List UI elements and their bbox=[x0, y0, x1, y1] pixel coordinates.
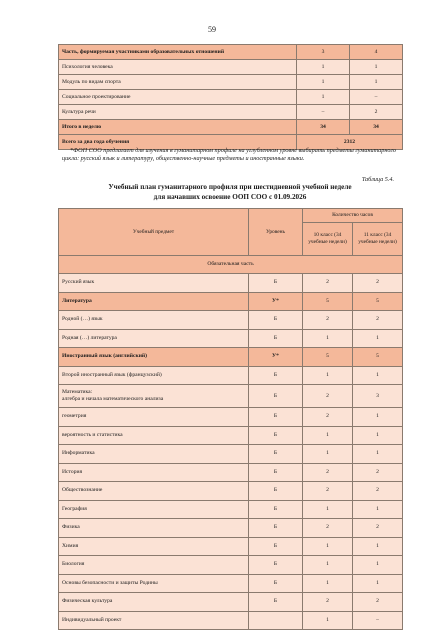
grade-10-cell: 5 bbox=[303, 348, 353, 367]
total-week-row bbox=[59, 120, 403, 135]
footnote: *ФОП СОО предлагает для изучения в гуманитарном профиле на углубленном уровне выбирать предметы гуманитарного цикла: русский язык и литературу, общественно-научные предметы и иностранные языки. bbox=[62, 147, 397, 163]
total-label-cell: Всего за два года обучения bbox=[59, 135, 297, 150]
table-number: Таблица 5.4. bbox=[361, 176, 394, 183]
hours-cell: – bbox=[297, 105, 350, 120]
grade-10-cell: 1 bbox=[303, 500, 353, 519]
grade-10-cell: 1 bbox=[303, 366, 353, 385]
level-cell: Б bbox=[249, 519, 303, 538]
grade-11-cell: 1 bbox=[353, 574, 403, 593]
level-cell: Б bbox=[249, 482, 303, 501]
total-label-cell: Итого в неделю bbox=[59, 120, 297, 135]
level-cell: Б bbox=[249, 274, 303, 293]
grade-10-cell: 2 bbox=[303, 463, 353, 482]
table-row bbox=[59, 537, 403, 556]
subject-name: Индивидуальный проект bbox=[62, 616, 122, 623]
section-title: Обязательная часть bbox=[59, 256, 403, 274]
subject-cell: Социальное проектирование bbox=[59, 90, 297, 105]
level-cell: Б bbox=[249, 500, 303, 519]
table-row bbox=[59, 574, 403, 593]
table-title bbox=[58, 183, 402, 202]
table-row bbox=[59, 500, 403, 519]
table-row bbox=[59, 426, 403, 445]
grade-11-cell: 2 bbox=[353, 519, 403, 538]
grade-10-cell: 1 bbox=[303, 426, 353, 445]
grade-10-cell: 2 bbox=[303, 519, 353, 538]
grade-11-cell: 3 bbox=[353, 385, 403, 408]
level-cell: Б bbox=[249, 593, 303, 612]
grade-11-cell: 2 bbox=[353, 482, 403, 501]
subject-name: Информатика bbox=[62, 450, 95, 457]
grade-10-cell: 1 bbox=[303, 611, 353, 630]
table-row bbox=[59, 556, 403, 575]
subject-cell bbox=[59, 445, 249, 464]
hours-cell: 1 bbox=[297, 90, 350, 105]
hours-cell: 2 bbox=[350, 105, 403, 120]
table-row bbox=[59, 348, 403, 367]
grade-11-cell: 1 bbox=[353, 408, 403, 427]
table-row bbox=[59, 311, 403, 330]
grade-10-cell: 1 bbox=[303, 445, 353, 464]
grade-11-cell: 2 bbox=[353, 274, 403, 293]
level-cell: Б bbox=[249, 537, 303, 556]
level-cell: Б bbox=[249, 463, 303, 482]
level-cell: Б bbox=[249, 426, 303, 445]
subject-cell bbox=[59, 611, 249, 630]
subject-name: Химия bbox=[62, 542, 79, 549]
hours-cell: 1 bbox=[297, 60, 350, 75]
humanities-curriculum-table bbox=[58, 208, 403, 630]
subject-cell bbox=[59, 463, 249, 482]
table-row bbox=[59, 611, 403, 630]
hours-cell: 1 bbox=[297, 75, 350, 90]
grade-11-cell: 1 bbox=[353, 556, 403, 575]
subject-cell bbox=[59, 593, 249, 612]
table-row bbox=[59, 385, 403, 408]
subject-name: География bbox=[62, 505, 87, 512]
subject-cell bbox=[59, 408, 249, 427]
grade-11-cell: 1 bbox=[353, 445, 403, 464]
table-header-row bbox=[59, 209, 403, 223]
subject-name: История bbox=[62, 468, 83, 475]
level-cell: Б bbox=[249, 311, 303, 330]
subject-cell bbox=[59, 574, 249, 593]
grade-11-cell: 2 bbox=[353, 311, 403, 330]
table-row bbox=[59, 292, 403, 311]
level-cell: Б bbox=[249, 574, 303, 593]
total-cell: 2312 bbox=[297, 135, 403, 150]
table-row bbox=[59, 274, 403, 293]
subject-name: Обществознание bbox=[62, 487, 103, 494]
subject-cell bbox=[59, 426, 249, 445]
subject-name: Второй иностранный язык (французский) bbox=[62, 371, 162, 378]
table-row bbox=[59, 366, 403, 385]
subject-name: вероятность и статистика bbox=[62, 431, 123, 438]
table-row bbox=[59, 329, 403, 348]
subject-header: Учебный предмет bbox=[59, 209, 249, 256]
title-line: Учебный план гуманитарного профиля при шестидневной учебной неделе bbox=[108, 183, 352, 191]
title-line: для начавших освоение ООП СОО с 01.09.2026 bbox=[153, 192, 307, 201]
grade-11-cell: 2 bbox=[353, 463, 403, 482]
level-cell: У* bbox=[249, 348, 303, 367]
subject-cell bbox=[59, 482, 249, 501]
grade-11-cell: 2 bbox=[353, 593, 403, 612]
section-row bbox=[59, 256, 403, 274]
hours-cell: – bbox=[350, 90, 403, 105]
subject-name: Физика bbox=[62, 524, 80, 531]
level-cell: Б bbox=[249, 385, 303, 408]
table-row bbox=[59, 463, 403, 482]
subject-cell bbox=[59, 348, 249, 367]
total-cell: 34 bbox=[297, 120, 350, 135]
subject-name: Математика: bbox=[62, 389, 93, 396]
table-row bbox=[59, 445, 403, 464]
level-header: Уровень bbox=[249, 209, 303, 256]
subject-name: геометрия bbox=[62, 413, 87, 420]
table-row bbox=[59, 519, 403, 538]
grade-11-cell: 5 bbox=[353, 292, 403, 311]
level-cell: Б bbox=[249, 366, 303, 385]
grade-11-cell: 1 bbox=[353, 426, 403, 445]
table-row bbox=[59, 90, 403, 105]
level-cell: Б bbox=[249, 445, 303, 464]
subject-cell: Психология человека bbox=[59, 60, 297, 75]
subject-cell bbox=[59, 537, 249, 556]
subject-cell: Культура речи bbox=[59, 105, 297, 120]
grade-11-cell: 5 bbox=[353, 348, 403, 367]
curriculum-continuation-table bbox=[58, 44, 403, 150]
level-cell: Б bbox=[249, 556, 303, 575]
grade-10-cell: 2 bbox=[303, 274, 353, 293]
grade-10-cell: 2 bbox=[303, 408, 353, 427]
table-row bbox=[59, 75, 403, 90]
subject-name: Физическая культура bbox=[62, 598, 113, 605]
grade-10-cell: 1 bbox=[303, 329, 353, 348]
grade-11-cell: 1 bbox=[353, 537, 403, 556]
table-row bbox=[59, 408, 403, 427]
subject-cell bbox=[59, 311, 249, 330]
subject-name-line2: алгебра и начала математического анализа bbox=[62, 396, 164, 402]
table-row bbox=[59, 105, 403, 120]
subject-cell bbox=[59, 366, 249, 385]
grade-11-cell: 1 bbox=[353, 366, 403, 385]
grade-10-cell: 1 bbox=[303, 537, 353, 556]
subject-name: Русский язык bbox=[62, 279, 95, 286]
subject-name: Иностранный язык (английский) bbox=[62, 353, 148, 360]
grade-11-header: 11 класс (34 учебные недели) bbox=[353, 223, 403, 256]
table-row bbox=[59, 482, 403, 501]
subject-name: Родная (…) литература bbox=[62, 334, 117, 341]
grade-10-cell: 1 bbox=[303, 556, 353, 575]
level-cell: Б bbox=[249, 329, 303, 348]
subject-name: Биология bbox=[62, 561, 85, 568]
subject-name: Литература bbox=[62, 297, 92, 304]
grade-11-cell: 1 bbox=[353, 500, 403, 519]
hours-cell: 1 bbox=[350, 75, 403, 90]
header-cell: 3 bbox=[297, 45, 350, 60]
table-row bbox=[59, 593, 403, 612]
grade-10-cell: 2 bbox=[303, 311, 353, 330]
grade-10-cell: 2 bbox=[303, 593, 353, 612]
level-cell bbox=[249, 611, 303, 630]
total-cell: 34 bbox=[350, 120, 403, 135]
grade-10-cell: 5 bbox=[303, 292, 353, 311]
grade-10-cell: 1 bbox=[303, 574, 353, 593]
table-row bbox=[59, 60, 403, 75]
page-number: 59 bbox=[208, 25, 216, 34]
hours-header: Количество часов bbox=[303, 209, 403, 223]
level-cell: У* bbox=[249, 292, 303, 311]
table-header-row bbox=[59, 45, 403, 60]
subject-cell bbox=[59, 274, 249, 293]
header-cell: Часть, формируемая участниками образовательных отношений bbox=[59, 45, 297, 60]
subject-cell bbox=[59, 329, 249, 348]
subject-cell bbox=[59, 500, 249, 519]
grade-10-cell: 2 bbox=[303, 385, 353, 408]
subject-name: Основы безопасности и защиты Родины bbox=[62, 579, 158, 586]
subject-cell bbox=[59, 519, 249, 538]
subject-cell bbox=[59, 292, 249, 311]
subject-cell: Модуль по видам спорта bbox=[59, 75, 297, 90]
grade-11-cell: 1 bbox=[353, 329, 403, 348]
grade-11-cell: – bbox=[353, 611, 403, 630]
subject-cell bbox=[59, 556, 249, 575]
level-cell: Б bbox=[249, 408, 303, 427]
subject-name: Родной (…) язык bbox=[62, 316, 103, 323]
header-cell: 4 bbox=[350, 45, 403, 60]
subject-cell bbox=[59, 385, 249, 408]
grade-10-cell: 2 bbox=[303, 482, 353, 501]
grade-10-header: 10 класс (34 учебные недели) bbox=[303, 223, 353, 256]
hours-cell: 1 bbox=[350, 60, 403, 75]
